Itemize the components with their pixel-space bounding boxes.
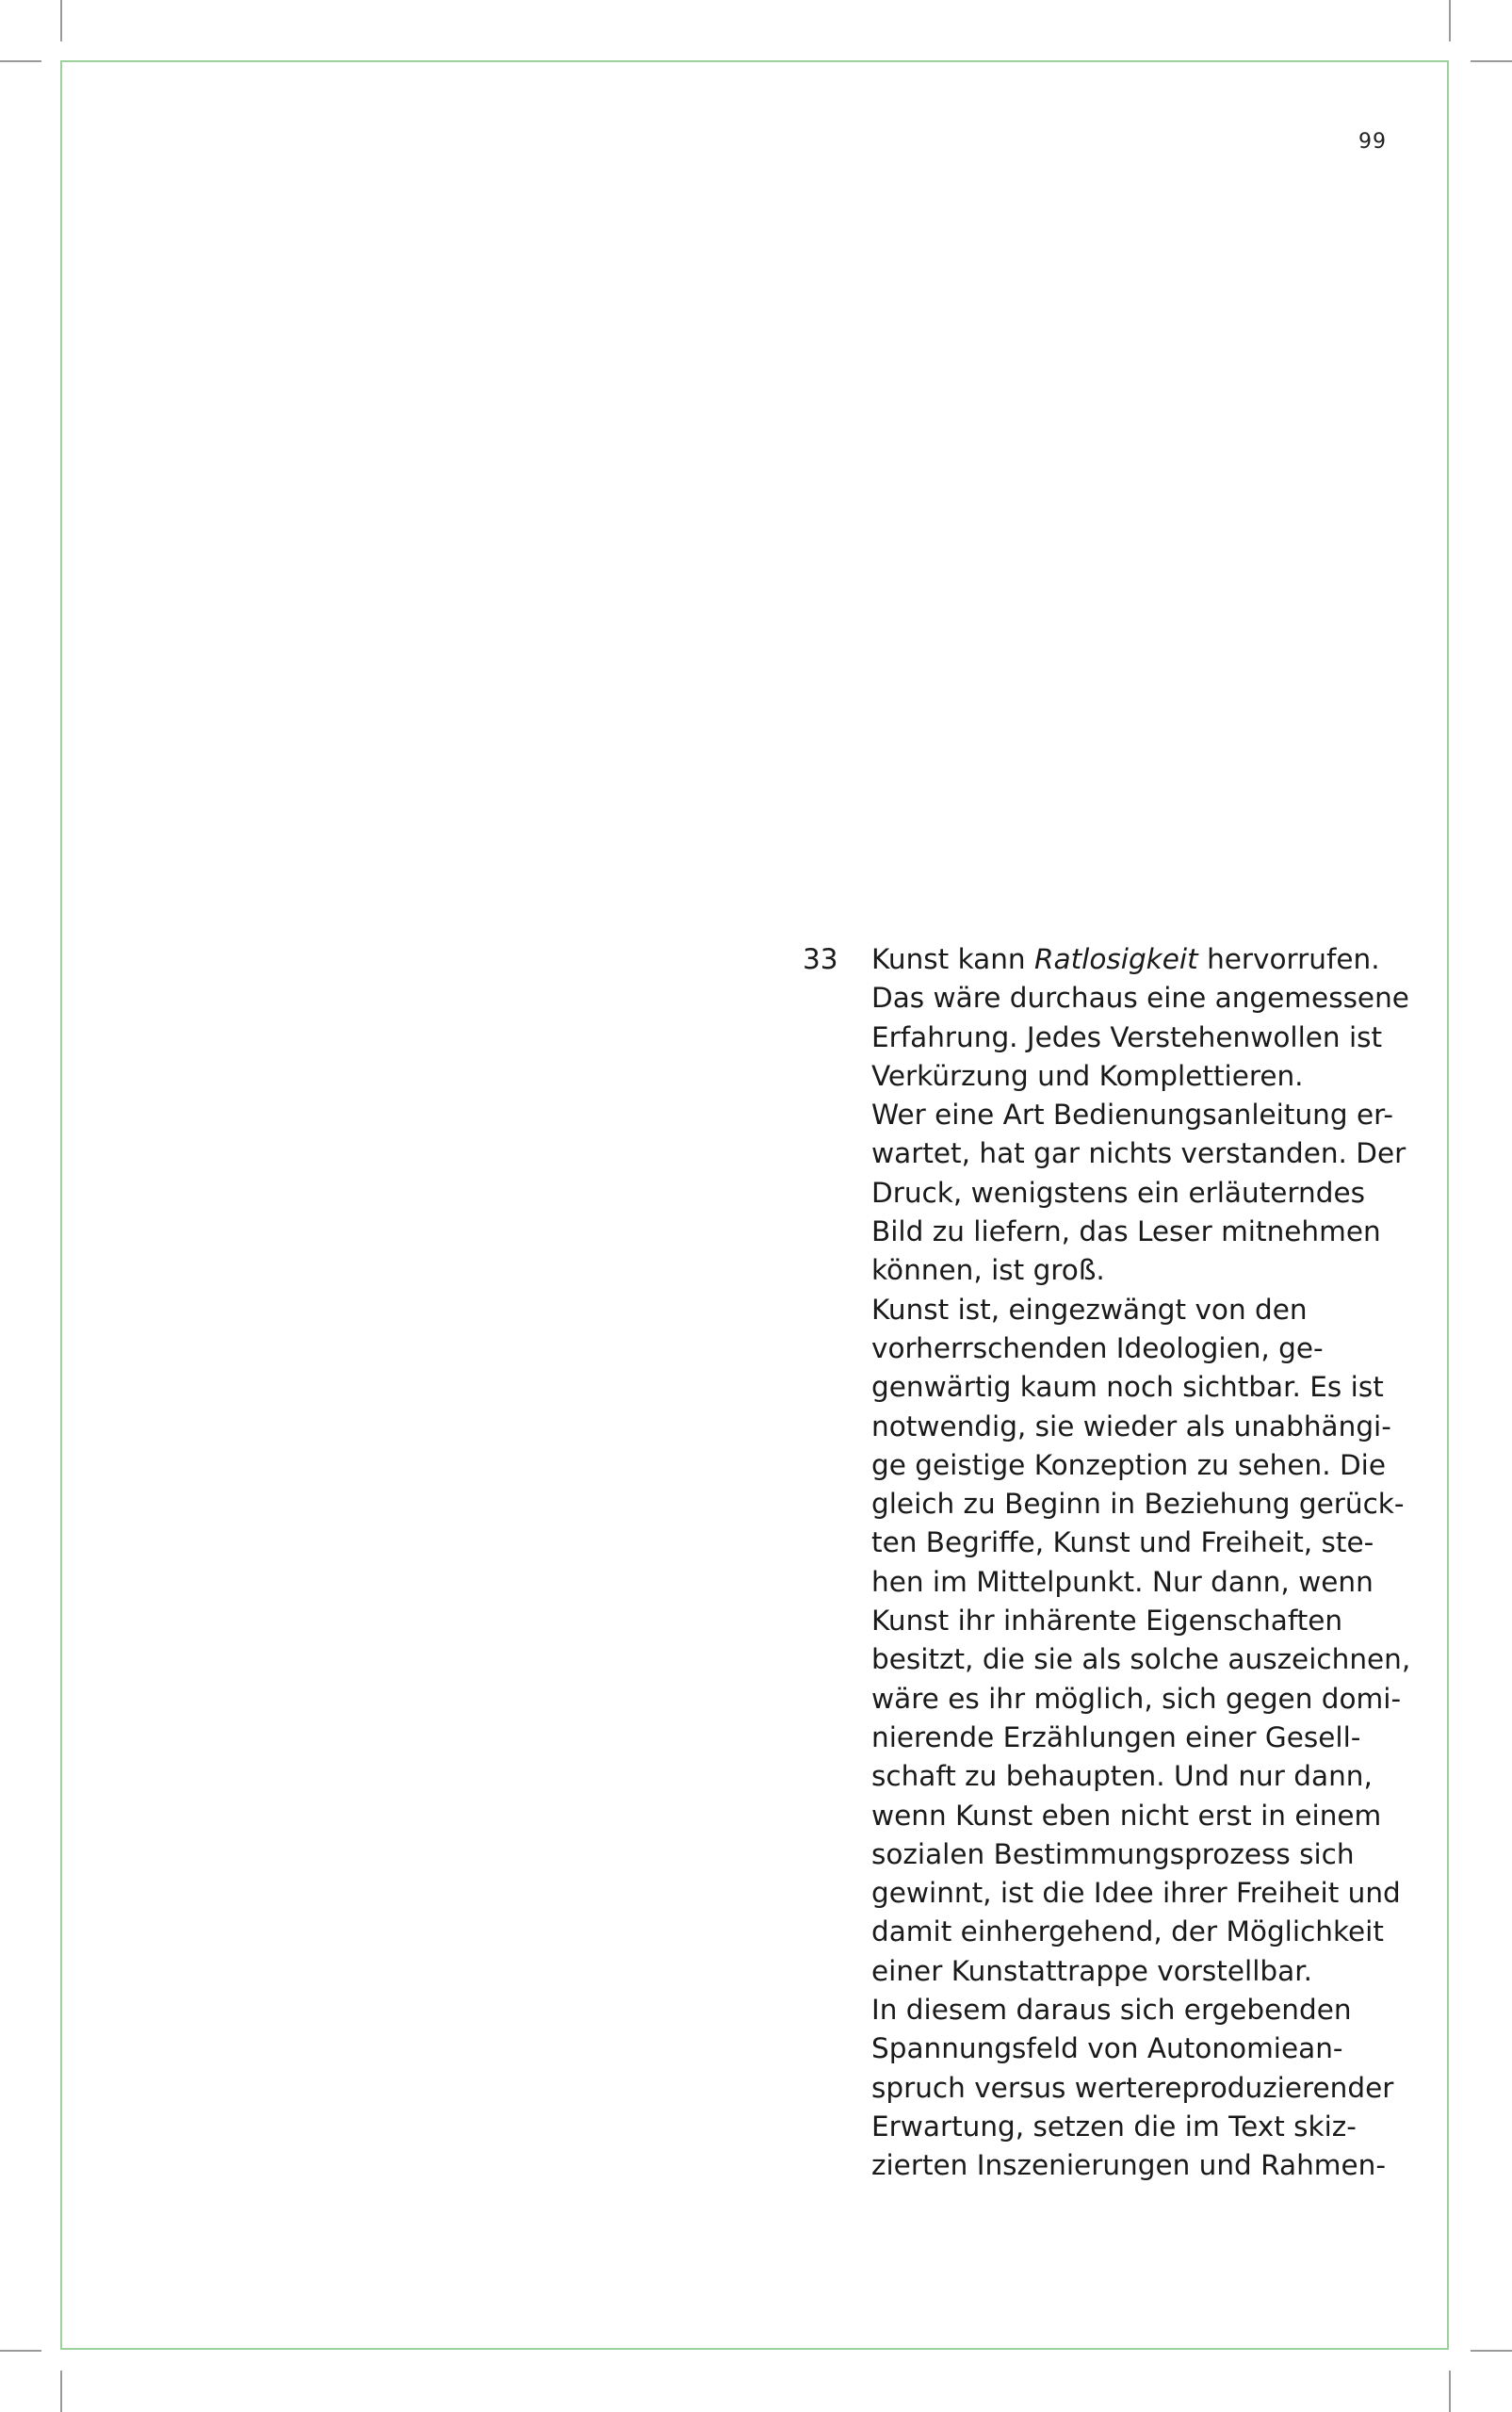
text-line-segment: gewinnt, ist die Idee ihrer Freiheit und [871, 1877, 1401, 1910]
text-line [871, 1524, 1418, 1562]
text-line [871, 1563, 1418, 1602]
text-line [871, 2069, 1418, 2108]
text-line [871, 1913, 1418, 1951]
text-line [871, 1057, 1418, 1096]
paragraph-number: 33 [803, 943, 838, 975]
text-line [871, 1757, 1418, 1796]
crop-mark-top-right [1449, 0, 1451, 41]
text-line [871, 940, 1418, 979]
text-line [871, 979, 1418, 1018]
text-line-segment: Kunst ihr inhärente Eigenschaften [871, 1605, 1343, 1638]
text-line [871, 1251, 1418, 1290]
crop-mark-top-right-h [1471, 60, 1512, 62]
text-line-segment: Kunst kann [871, 943, 1034, 975]
text-line-segment: Wer eine Art Bedienungsanleitung er- [871, 1099, 1393, 1132]
page-number: 99 [1358, 130, 1387, 154]
text-line-segment: spruch versus wertereproduzierender [871, 2071, 1394, 2104]
text-line [871, 1952, 1418, 1991]
text-line-segment: ten Begriffe, Kunst und Freiheit, ste- [871, 1526, 1374, 1559]
text-line [871, 1213, 1418, 1251]
text-line-segment: nierende Erzählungen einer Gesell- [871, 1720, 1361, 1753]
text-line-segment: ge geistige Konzeption zu sehen. Die [871, 1448, 1387, 1481]
crop-mark-bottom-right-h [1471, 2350, 1512, 2352]
text-line-segment: notwendig, sie wieder als unabhängi- [871, 1410, 1391, 1442]
text-line-segment: vorherrschenden Ideologien, ge- [871, 1331, 1324, 1364]
crop-mark-top-left [60, 0, 62, 41]
text-line-segment: Bild zu liefern, das Leser mitnehmen [871, 1215, 1381, 1248]
text-line-segment: Spannungsfeld von Autonomiean- [871, 2032, 1343, 2065]
text-line [871, 1174, 1418, 1213]
text-line-segment: gleich zu Beginn in Beziehung gerück- [871, 1488, 1405, 1521]
text-line [871, 1446, 1418, 1485]
crop-mark-bottom-left [60, 2371, 62, 2412]
crop-mark-bottom-right [1449, 2371, 1451, 2412]
text-line [871, 1368, 1418, 1407]
text-line [871, 2108, 1418, 2146]
crop-mark-top-left-h [0, 60, 41, 62]
text-line [871, 1408, 1418, 1446]
text-line [871, 1602, 1418, 1640]
text-line-segment: Erwartung, setzen die im Text skiz- [871, 2110, 1357, 2143]
text-line [871, 1680, 1418, 1719]
text-line [871, 1485, 1418, 1524]
text-line [871, 1019, 1418, 1057]
text-line [871, 1874, 1418, 1913]
text-line-segment: In diesem daraus sich ergebenden [871, 1994, 1352, 2027]
body-text [871, 940, 1418, 2186]
crop-mark-bottom-left-h [0, 2350, 41, 2352]
text-line [871, 1640, 1418, 1679]
italic-term: Ratlosigkeit [1034, 943, 1198, 975]
text-line [871, 1835, 1418, 1874]
text-line-segment: zierten Inszenierungen und Rahmen- [871, 2149, 1387, 2182]
text-line-segment: wartet, hat gar nichts verstanden. Der [871, 1137, 1406, 1170]
text-line-segment: Druck, wenigstens ein erläuterndes [871, 1176, 1365, 1209]
text-line [871, 1134, 1418, 1173]
text-line-segment: wenn Kunst eben nicht erst in einem [871, 1799, 1382, 1832]
text-line-segment: können, ist groß. [871, 1254, 1105, 1287]
text-line-segment: genwärtig kaum noch sichtbar. Es ist [871, 1371, 1384, 1404]
text-line-segment: wäre es ihr möglich, sich gegen domi- [871, 1682, 1402, 1715]
text-line-segment: Erfahrung. Jedes Verstehenwollen ist [871, 1020, 1383, 1053]
text-line [871, 1719, 1418, 1757]
text-line-segment: hervorrufen. [1197, 943, 1380, 975]
text-line-segment: sozialen Bestimmungsprozess sich [871, 1837, 1355, 1870]
text-line [871, 2029, 1418, 2068]
text-line-segment: besitzt, die sie als solche auszeichnen, [871, 1643, 1411, 1676]
text-line-segment: schaft zu behaupten. Und nur dann, [871, 1760, 1373, 1793]
text-line [871, 1291, 1418, 1329]
text-line [871, 1797, 1418, 1835]
text-line-segment: hen im Mittelpunkt. Nur dann, wenn [871, 1565, 1374, 1598]
text-line-segment: einer Kunstattrappe vorstellbar. [871, 1954, 1313, 1987]
text-line [871, 2146, 1418, 2185]
text-line-segment: Verkürzung und Komplettieren. [871, 1059, 1304, 1092]
text-line-segment: Das wäre durchaus eine angemessene [871, 982, 1409, 1015]
text-line [871, 1991, 1418, 2029]
text-line [871, 1096, 1418, 1134]
text-line-segment: damit einhergehend, der Möglichkeit [871, 1915, 1384, 1948]
text-line-segment: Kunst ist, eingezwängt von den [871, 1293, 1308, 1326]
text-line [871, 1329, 1418, 1368]
